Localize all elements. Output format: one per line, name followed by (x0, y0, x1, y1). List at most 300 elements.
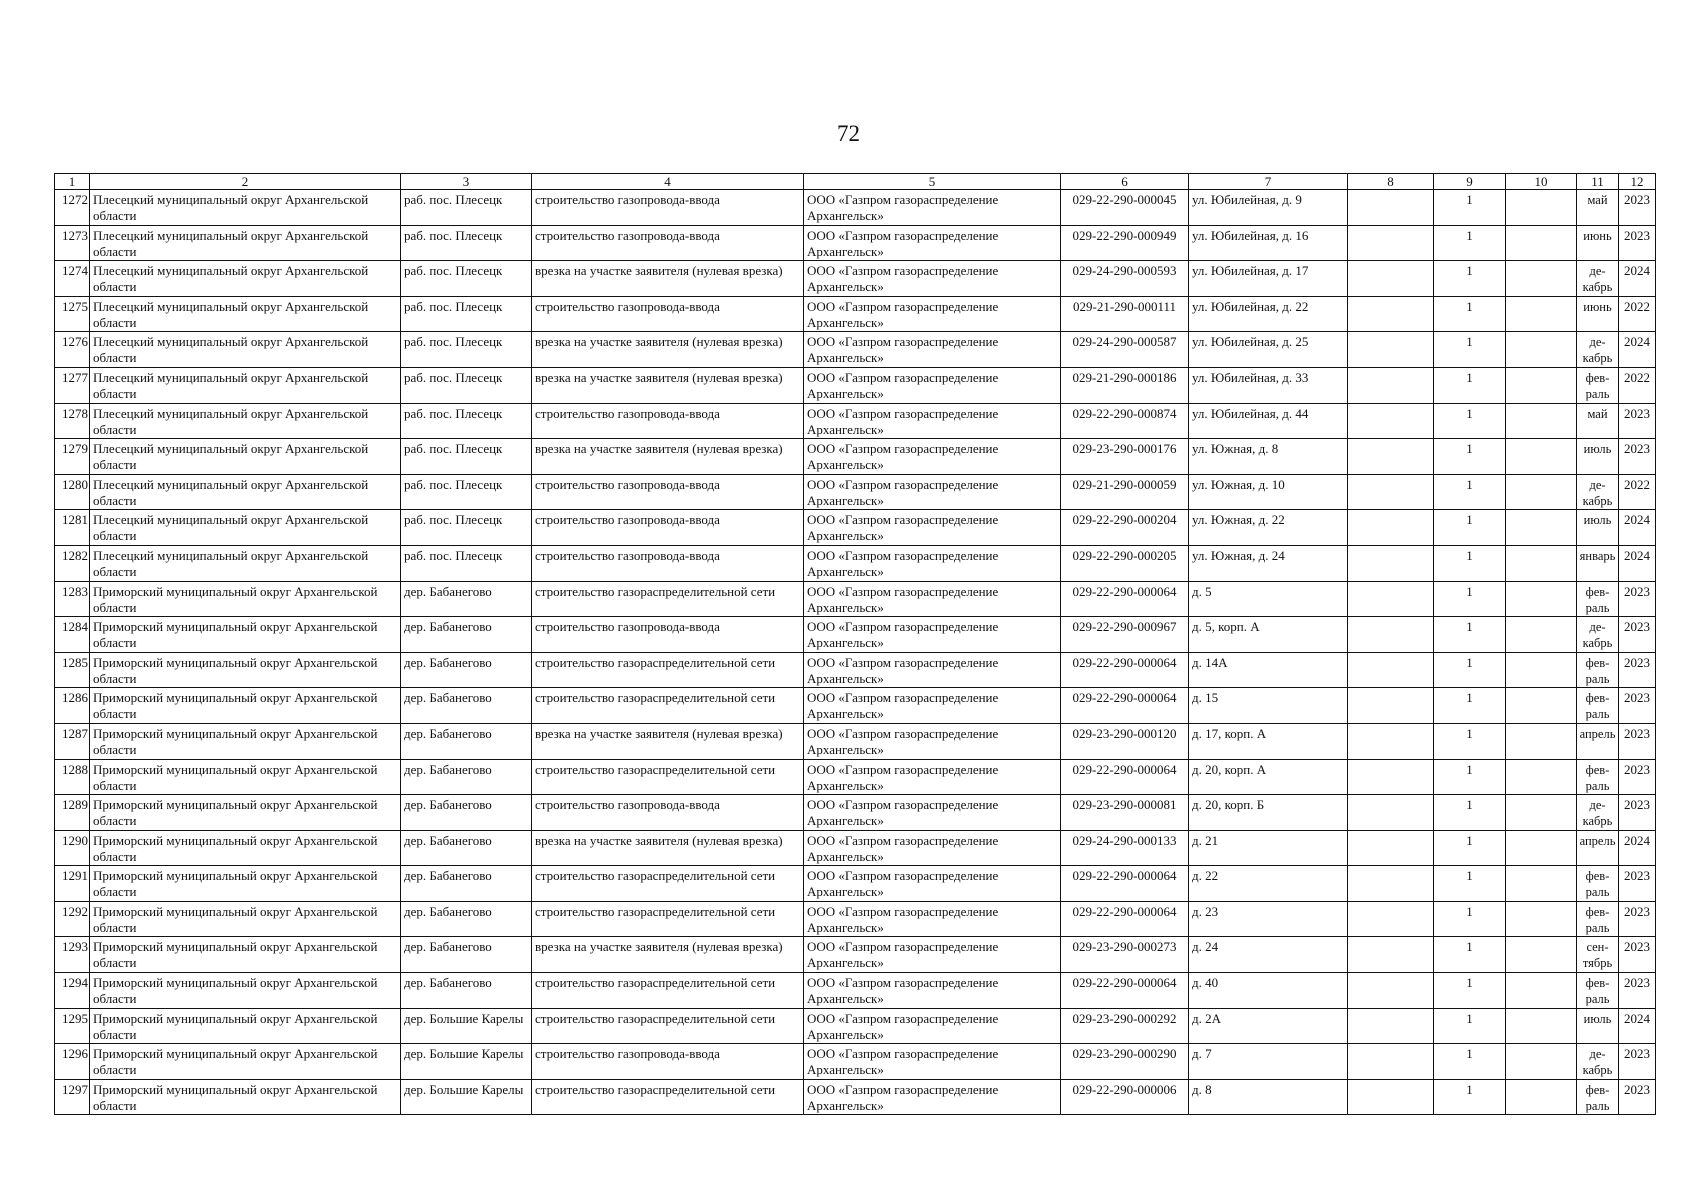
row-number-cell: 1290 (55, 830, 90, 866)
quantity-cell: 1 (1434, 795, 1506, 831)
row-number-cell: 1278 (55, 403, 90, 439)
column-header: 1 (55, 174, 90, 190)
address-cell: д. 22 (1189, 866, 1348, 902)
organization-cell: ООО «Газпром газораспределение Архангельск» (804, 688, 1061, 724)
locality-cell: дер. Бабанегово (401, 688, 532, 724)
quantity-cell: 1 (1434, 510, 1506, 546)
organization-cell: ООО «Газпром газораспределение Архангельск» (804, 830, 1061, 866)
work-type-cell: строительство газопровода-ввода (532, 296, 804, 332)
district-cell: Приморский муниципальный округ Архангельской области (90, 581, 401, 617)
row-number-cell: 1283 (55, 581, 90, 617)
locality-cell: дер. Большие Карелы (401, 1079, 532, 1115)
quantity-cell: 1 (1434, 190, 1506, 226)
column-8-cell (1348, 688, 1434, 724)
locality-cell: дер. Бабанегово (401, 830, 532, 866)
organization-cell: ООО «Газпром газораспределение Архангельск» (804, 1044, 1061, 1080)
quantity-cell: 1 (1434, 652, 1506, 688)
month-cell: июнь (1577, 296, 1619, 332)
month-cell: январь (1577, 545, 1619, 581)
code-cell: 029-23-290-000176 (1061, 439, 1189, 475)
table-row (55, 688, 1656, 724)
organization-cell: ООО «Газпром газораспределение Архангельск» (804, 332, 1061, 368)
column-10-cell (1506, 866, 1577, 902)
address-cell: д. 24 (1189, 937, 1348, 973)
column-10-cell (1506, 510, 1577, 546)
table-row (55, 973, 1656, 1009)
column-10-cell (1506, 545, 1577, 581)
year-cell: 2023 (1619, 1044, 1656, 1080)
row-number-cell: 1276 (55, 332, 90, 368)
code-cell: 029-22-290-000064 (1061, 688, 1189, 724)
row-number-cell: 1289 (55, 795, 90, 831)
row-number-cell: 1282 (55, 545, 90, 581)
organization-cell: ООО «Газпром газораспределение Архангельск» (804, 190, 1061, 226)
work-type-cell: строительство газопровода-ввода (532, 225, 804, 261)
month-cell: апрель (1577, 723, 1619, 759)
code-cell: 029-22-290-000064 (1061, 973, 1189, 1009)
address-cell: д. 20, корп. Б (1189, 795, 1348, 831)
year-cell: 2023 (1619, 901, 1656, 937)
district-cell: Приморский муниципальный округ Архангельской области (90, 1044, 401, 1080)
quantity-cell: 1 (1434, 830, 1506, 866)
locality-cell: раб. пос. Плесецк (401, 225, 532, 261)
quantity-cell: 1 (1434, 937, 1506, 973)
year-cell: 2023 (1619, 1079, 1656, 1115)
organization-cell: ООО «Газпром газораспределение Архангельск» (804, 759, 1061, 795)
month-cell: де-кабрь (1577, 474, 1619, 510)
district-cell: Плесецкий муниципальный округ Архангельской области (90, 190, 401, 226)
locality-cell: дер. Бабанегово (401, 901, 532, 937)
column-10-cell (1506, 1008, 1577, 1044)
work-type-cell: врезка на участке заявителя (нулевая врезка) (532, 723, 804, 759)
quantity-cell: 1 (1434, 332, 1506, 368)
district-cell: Приморский муниципальный округ Архангельской области (90, 901, 401, 937)
organization-cell: ООО «Газпром газораспределение Архангельск» (804, 652, 1061, 688)
table-row (55, 830, 1656, 866)
district-cell: Приморский муниципальный округ Архангельской области (90, 723, 401, 759)
year-cell: 2023 (1619, 617, 1656, 653)
work-type-cell: строительство газопровода-ввода (532, 474, 804, 510)
work-type-cell: строительство газораспределительной сети (532, 1079, 804, 1115)
column-10-cell (1506, 581, 1577, 617)
quantity-cell: 1 (1434, 1044, 1506, 1080)
column-8-cell (1348, 1008, 1434, 1044)
quantity-cell: 1 (1434, 973, 1506, 1009)
column-10-cell (1506, 795, 1577, 831)
month-cell: фев-раль (1577, 901, 1619, 937)
column-header: 5 (804, 174, 1061, 190)
address-cell: ул. Юбилейная, д. 16 (1189, 225, 1348, 261)
district-cell: Плесецкий муниципальный округ Архангельской области (90, 367, 401, 403)
column-8-cell (1348, 617, 1434, 653)
locality-cell: дер. Бабанегово (401, 652, 532, 688)
month-cell: фев-раль (1577, 759, 1619, 795)
table-row (55, 261, 1656, 297)
table-row (55, 723, 1656, 759)
code-cell: 029-22-290-000205 (1061, 545, 1189, 581)
quantity-cell: 1 (1434, 225, 1506, 261)
code-cell: 029-23-290-000273 (1061, 937, 1189, 973)
column-10-cell (1506, 830, 1577, 866)
year-cell: 2023 (1619, 190, 1656, 226)
work-type-cell: строительство газопровода-ввода (532, 795, 804, 831)
quantity-cell: 1 (1434, 403, 1506, 439)
column-header: 3 (401, 174, 532, 190)
year-cell: 2022 (1619, 296, 1656, 332)
month-cell: июль (1577, 439, 1619, 475)
column-10-cell (1506, 261, 1577, 297)
table-row (55, 190, 1656, 226)
quantity-cell: 1 (1434, 759, 1506, 795)
quantity-cell: 1 (1434, 545, 1506, 581)
district-cell: Приморский муниципальный округ Архангельской области (90, 937, 401, 973)
code-cell: 029-22-290-000064 (1061, 866, 1189, 902)
column-8-cell (1348, 296, 1434, 332)
column-10-cell (1506, 723, 1577, 759)
column-8-cell (1348, 1079, 1434, 1115)
address-cell: ул. Юбилейная, д. 9 (1189, 190, 1348, 226)
code-cell: 029-24-290-000133 (1061, 830, 1189, 866)
address-cell: д. 15 (1189, 688, 1348, 724)
quantity-cell: 1 (1434, 439, 1506, 475)
district-cell: Приморский муниципальный округ Архангельской области (90, 759, 401, 795)
year-cell: 2023 (1619, 403, 1656, 439)
code-cell: 029-21-290-000186 (1061, 367, 1189, 403)
column-8-cell (1348, 225, 1434, 261)
organization-cell: ООО «Газпром газораспределение Архангельск» (804, 474, 1061, 510)
column-10-cell (1506, 367, 1577, 403)
organization-cell: ООО «Газпром газораспределение Архангельск» (804, 795, 1061, 831)
address-cell: д. 2А (1189, 1008, 1348, 1044)
locality-cell: раб. пос. Плесецк (401, 261, 532, 297)
district-cell: Приморский муниципальный округ Архангельской области (90, 617, 401, 653)
column-8-cell (1348, 795, 1434, 831)
month-cell: де-кабрь (1577, 261, 1619, 297)
organization-cell: ООО «Газпром газораспределение Архангельск» (804, 617, 1061, 653)
table-row (55, 617, 1656, 653)
district-cell: Приморский муниципальный округ Архангельской области (90, 1008, 401, 1044)
column-header: 2 (90, 174, 401, 190)
organization-cell: ООО «Газпром газораспределение Архангельск» (804, 261, 1061, 297)
organization-cell: ООО «Газпром газораспределение Архангельск» (804, 723, 1061, 759)
quantity-cell: 1 (1434, 474, 1506, 510)
column-8-cell (1348, 545, 1434, 581)
column-10-cell (1506, 688, 1577, 724)
year-cell: 2023 (1619, 439, 1656, 475)
organization-cell: ООО «Газпром газораспределение Архангельск» (804, 581, 1061, 617)
district-cell: Плесецкий муниципальный округ Архангельской области (90, 296, 401, 332)
row-number-cell: 1294 (55, 973, 90, 1009)
code-cell: 029-22-290-000045 (1061, 190, 1189, 226)
column-10-cell (1506, 332, 1577, 368)
district-cell: Плесецкий муниципальный округ Архангельской области (90, 439, 401, 475)
locality-cell: дер. Бабанегово (401, 866, 532, 902)
column-8-cell (1348, 403, 1434, 439)
district-cell: Плесецкий муниципальный округ Архангельской области (90, 474, 401, 510)
work-type-cell: строительство газораспределительной сети (532, 652, 804, 688)
month-cell: июнь (1577, 225, 1619, 261)
address-cell: ул. Юбилейная, д. 17 (1189, 261, 1348, 297)
code-cell: 029-21-290-000111 (1061, 296, 1189, 332)
year-cell: 2023 (1619, 581, 1656, 617)
column-10-cell (1506, 1044, 1577, 1080)
month-cell: июль (1577, 510, 1619, 546)
month-cell: фев-раль (1577, 973, 1619, 1009)
work-type-cell: строительство газопровода-ввода (532, 545, 804, 581)
code-cell: 029-24-290-000593 (1061, 261, 1189, 297)
organization-cell: ООО «Газпром газораспределение Архангельск» (804, 1079, 1061, 1115)
quantity-cell: 1 (1434, 723, 1506, 759)
year-cell: 2023 (1619, 652, 1656, 688)
year-cell: 2023 (1619, 866, 1656, 902)
year-cell: 2022 (1619, 367, 1656, 403)
column-header: 6 (1061, 174, 1189, 190)
district-cell: Приморский муниципальный округ Архангельской области (90, 688, 401, 724)
work-type-cell: врезка на участке заявителя (нулевая врезка) (532, 937, 804, 973)
locality-cell: раб. пос. Плесецк (401, 296, 532, 332)
locality-cell: раб. пос. Плесецк (401, 510, 532, 546)
organization-cell: ООО «Газпром газораспределение Архангельск» (804, 439, 1061, 475)
address-cell: д. 40 (1189, 973, 1348, 1009)
address-cell: д. 5 (1189, 581, 1348, 617)
month-cell: фев-раль (1577, 866, 1619, 902)
work-type-cell: строительство газопровода-ввода (532, 403, 804, 439)
column-8-cell (1348, 723, 1434, 759)
quantity-cell: 1 (1434, 1079, 1506, 1115)
column-8-cell (1348, 759, 1434, 795)
column-8-cell (1348, 190, 1434, 226)
column-8-cell (1348, 937, 1434, 973)
work-type-cell: строительство газораспределительной сети (532, 866, 804, 902)
table-row (55, 332, 1656, 368)
row-number-cell: 1274 (55, 261, 90, 297)
column-10-cell (1506, 652, 1577, 688)
work-type-cell: строительство газораспределительной сети (532, 1008, 804, 1044)
row-number-cell: 1281 (55, 510, 90, 546)
row-number-cell: 1273 (55, 225, 90, 261)
organization-cell: ООО «Газпром газораспределение Архангельск» (804, 367, 1061, 403)
table-row (55, 545, 1656, 581)
month-cell: июль (1577, 1008, 1619, 1044)
locality-cell: дер. Большие Карелы (401, 1044, 532, 1080)
table-row (55, 296, 1656, 332)
work-type-cell: строительство газопровода-ввода (532, 617, 804, 653)
address-cell: ул. Юбилейная, д. 25 (1189, 332, 1348, 368)
code-cell: 029-21-290-000059 (1061, 474, 1189, 510)
work-type-cell: строительство газораспределительной сети (532, 688, 804, 724)
quantity-cell: 1 (1434, 367, 1506, 403)
month-cell: фев-раль (1577, 652, 1619, 688)
year-cell: 2024 (1619, 1008, 1656, 1044)
month-cell: фев-раль (1577, 581, 1619, 617)
year-cell: 2023 (1619, 937, 1656, 973)
year-cell: 2023 (1619, 759, 1656, 795)
row-number-cell: 1296 (55, 1044, 90, 1080)
column-8-cell (1348, 901, 1434, 937)
row-number-cell: 1291 (55, 866, 90, 902)
month-cell: апрель (1577, 830, 1619, 866)
locality-cell: раб. пос. Плесецк (401, 545, 532, 581)
column-8-cell (1348, 474, 1434, 510)
row-number-cell: 1277 (55, 367, 90, 403)
month-cell: де-кабрь (1577, 1044, 1619, 1080)
organization-cell: ООО «Газпром газораспределение Архангельск» (804, 1008, 1061, 1044)
column-10-cell (1506, 1079, 1577, 1115)
column-10-cell (1506, 937, 1577, 973)
district-cell: Приморский муниципальный округ Архангельской области (90, 1079, 401, 1115)
district-cell: Плесецкий муниципальный округ Архангельской области (90, 545, 401, 581)
district-cell: Плесецкий муниципальный округ Архангельской области (90, 225, 401, 261)
work-type-cell: строительство газораспределительной сети (532, 581, 804, 617)
table-row (55, 652, 1656, 688)
year-cell: 2024 (1619, 830, 1656, 866)
column-8-cell (1348, 439, 1434, 475)
column-8-cell (1348, 1044, 1434, 1080)
year-cell: 2024 (1619, 332, 1656, 368)
month-cell: де-кабрь (1577, 332, 1619, 368)
quantity-cell: 1 (1434, 688, 1506, 724)
organization-cell: ООО «Газпром газораспределение Архангельск» (804, 403, 1061, 439)
code-cell: 029-23-290-000120 (1061, 723, 1189, 759)
work-type-cell: строительство газопровода-ввода (532, 510, 804, 546)
district-cell: Приморский муниципальный округ Архангельской области (90, 795, 401, 831)
work-type-cell: строительство газораспределительной сети (532, 759, 804, 795)
year-cell: 2023 (1619, 973, 1656, 1009)
locality-cell: дер. Бабанегово (401, 973, 532, 1009)
column-10-cell (1506, 759, 1577, 795)
district-cell: Плесецкий муниципальный округ Архангельской области (90, 332, 401, 368)
work-type-cell: врезка на участке заявителя (нулевая врезка) (532, 439, 804, 475)
district-cell: Приморский муниципальный округ Архангельской области (90, 866, 401, 902)
column-10-cell (1506, 296, 1577, 332)
month-cell: май (1577, 190, 1619, 226)
address-cell: ул. Юбилейная, д. 22 (1189, 296, 1348, 332)
table-row (55, 1008, 1656, 1044)
row-number-cell: 1279 (55, 439, 90, 475)
locality-cell: дер. Бабанегово (401, 723, 532, 759)
code-cell: 029-22-290-000006 (1061, 1079, 1189, 1115)
code-cell: 029-22-290-000064 (1061, 759, 1189, 795)
month-cell: май (1577, 403, 1619, 439)
row-number-cell: 1288 (55, 759, 90, 795)
table-row (55, 225, 1656, 261)
row-number-cell: 1272 (55, 190, 90, 226)
column-8-cell (1348, 652, 1434, 688)
organization-cell: ООО «Газпром газораспределение Архангельск» (804, 510, 1061, 546)
month-cell: де-кабрь (1577, 795, 1619, 831)
organization-cell: ООО «Газпром газораспределение Архангельск» (804, 225, 1061, 261)
column-8-cell (1348, 866, 1434, 902)
year-cell: 2024 (1619, 261, 1656, 297)
row-number-cell: 1292 (55, 901, 90, 937)
address-cell: ул. Южная, д. 10 (1189, 474, 1348, 510)
quantity-cell: 1 (1434, 581, 1506, 617)
column-8-cell (1348, 973, 1434, 1009)
column-8-cell (1348, 261, 1434, 297)
address-cell: д. 17, корп. А (1189, 723, 1348, 759)
column-header: 8 (1348, 174, 1434, 190)
quantity-cell: 1 (1434, 901, 1506, 937)
address-cell: ул. Южная, д. 24 (1189, 545, 1348, 581)
column-10-cell (1506, 439, 1577, 475)
column-header: 10 (1506, 174, 1577, 190)
code-cell: 029-23-290-000290 (1061, 1044, 1189, 1080)
table-row (55, 1044, 1656, 1080)
code-cell: 029-22-290-000204 (1061, 510, 1189, 546)
row-number-cell: 1297 (55, 1079, 90, 1115)
work-type-cell: врезка на участке заявителя (нулевая врезка) (532, 367, 804, 403)
locality-cell: дер. Бабанегово (401, 581, 532, 617)
table-row (55, 866, 1656, 902)
address-cell: д. 21 (1189, 830, 1348, 866)
code-cell: 029-22-290-000949 (1061, 225, 1189, 261)
work-type-cell: строительство газораспределительной сети (532, 901, 804, 937)
district-cell: Плесецкий муниципальный округ Архангельской области (90, 403, 401, 439)
column-10-cell (1506, 973, 1577, 1009)
code-cell: 029-22-290-000064 (1061, 581, 1189, 617)
locality-cell: раб. пос. Плесецк (401, 367, 532, 403)
column-header: 9 (1434, 174, 1506, 190)
column-8-cell (1348, 332, 1434, 368)
gasification-registry-table (54, 173, 1656, 1115)
column-header: 4 (532, 174, 804, 190)
column-8-cell (1348, 367, 1434, 403)
column-8-cell (1348, 830, 1434, 866)
organization-cell: ООО «Газпром газораспределение Архангельск» (804, 545, 1061, 581)
table-body (55, 190, 1656, 1115)
row-number-cell: 1284 (55, 617, 90, 653)
address-cell: ул. Южная, д. 8 (1189, 439, 1348, 475)
column-10-cell (1506, 403, 1577, 439)
organization-cell: ООО «Газпром газораспределение Архангельск» (804, 901, 1061, 937)
locality-cell: дер. Бабанегово (401, 937, 532, 973)
code-cell: 029-23-290-000081 (1061, 795, 1189, 831)
column-number-row (55, 174, 1656, 190)
column-header: 7 (1189, 174, 1348, 190)
district-cell: Плесецкий муниципальный округ Архангельской области (90, 261, 401, 297)
table-row (55, 759, 1656, 795)
column-8-cell (1348, 510, 1434, 546)
work-type-cell: врезка на участке заявителя (нулевая врезка) (532, 830, 804, 866)
quantity-cell: 1 (1434, 261, 1506, 297)
column-10-cell (1506, 474, 1577, 510)
address-cell: д. 23 (1189, 901, 1348, 937)
work-type-cell: строительство газораспределительной сети (532, 973, 804, 1009)
row-number-cell: 1280 (55, 474, 90, 510)
address-cell: ул. Юбилейная, д. 44 (1189, 403, 1348, 439)
locality-cell: раб. пос. Плесецк (401, 439, 532, 475)
locality-cell: дер. Бабанегово (401, 795, 532, 831)
table-row (55, 581, 1656, 617)
work-type-cell: врезка на участке заявителя (нулевая врезка) (532, 261, 804, 297)
quantity-cell: 1 (1434, 866, 1506, 902)
code-cell: 029-22-290-000064 (1061, 901, 1189, 937)
month-cell: де-кабрь (1577, 617, 1619, 653)
address-cell: д. 20, корп. А (1189, 759, 1348, 795)
quantity-cell: 1 (1434, 296, 1506, 332)
column-10-cell (1506, 190, 1577, 226)
organization-cell: ООО «Газпром газораспределение Архангельск» (804, 937, 1061, 973)
month-cell: фев-раль (1577, 1079, 1619, 1115)
address-cell: ул. Юбилейная, д. 33 (1189, 367, 1348, 403)
quantity-cell: 1 (1434, 617, 1506, 653)
column-10-cell (1506, 617, 1577, 653)
work-type-cell: строительство газопровода-ввода (532, 190, 804, 226)
column-header: 11 (1577, 174, 1619, 190)
address-cell: д. 8 (1189, 1079, 1348, 1115)
table-row (55, 439, 1656, 475)
month-cell: фев-раль (1577, 688, 1619, 724)
